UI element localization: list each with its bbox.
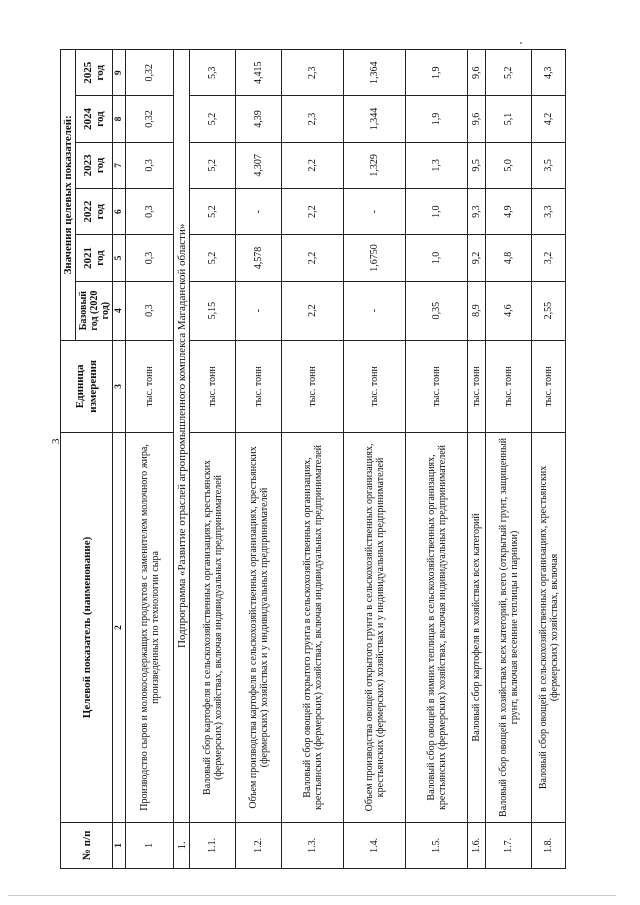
row-value: 4,8 [486,235,532,281]
column-number: 5 [113,235,126,281]
row-value: 5,2 [486,50,532,96]
header-num: № п/п [61,822,113,868]
row-value: 4,2 [532,96,566,142]
header-values: Значения целевых показателей: [61,50,76,341]
row-value: 1,344 [344,96,406,142]
row-unit: тыс. тонн [468,340,486,433]
row-unit: тыс. тонн [532,340,566,433]
row-value: 5,15 [190,281,236,340]
row-num: 1.1. [190,822,236,868]
row-value: 1,0 [406,235,468,281]
row-value: 5,2 [190,96,236,142]
row-unit: тыс. тонн [190,340,236,433]
row-value: 5,2 [190,189,236,235]
header-unit: Единица измерения [61,340,113,433]
row-num: 1.5. [406,822,468,868]
header-year-2023: 2023 год [76,142,113,188]
row-value: 4,9 [486,189,532,235]
row-value: 0,3 [126,281,174,340]
row-num: 1.6. [468,822,486,868]
row-value: 3,3 [532,189,566,235]
subprogram-title: Подпрограмма «Развитие отраслей агропромышленного комплекса Магаданской области» [174,50,190,823]
row-value: 2,3 [282,50,344,96]
row-value: 1,0 [406,189,468,235]
row-value: - [236,189,282,235]
row-value: 1,9 [406,50,468,96]
header-year-2024: 2024 год [76,96,113,142]
row-value: 0,32 [126,50,174,96]
row-value: 2,3 [282,96,344,142]
table-row [282,50,344,869]
row-name: Валовый сбор овощей в хозяйствах всех категорий, всего (открытый грунт, защищенный грунт, включая весенние теплицы и парники) [486,433,532,822]
row-unit: тыс. тонн [344,340,406,433]
row-value: 9,3 [468,189,486,235]
row-value: 8,9 [468,281,486,340]
row-unit: тыс. тонн [236,340,282,433]
table-row [236,50,282,869]
table-row [406,50,468,869]
row-value: 5,1 [486,96,532,142]
table-row [468,50,486,869]
row-value: 4,6 [486,281,532,340]
header-base-year: Базовый год (2020 год) [76,281,113,340]
scan-speck [520,42,522,44]
subprogram-num: 1. [174,822,190,868]
rotated-table-page [60,49,562,869]
row-num: 1.7. [486,822,532,868]
row-unit: тыс. тонн [486,340,532,433]
row-value: 4,39 [236,96,282,142]
row-value: 4,415 [236,50,282,96]
row-value: 9,5 [468,142,486,188]
page-number: 3 [50,438,62,444]
row-value: 3,5 [532,142,566,188]
row-unit: тыс. тонн [282,340,344,433]
row-value: 0,3 [126,189,174,235]
row-value: 5,3 [190,50,236,96]
column-number: 8 [113,96,126,142]
row-value: 1,329 [344,142,406,188]
row-value: 2,2 [282,189,344,235]
row-value: 2,2 [282,235,344,281]
row-value: 1,6750 [344,235,406,281]
row-value: 0,35 [406,281,468,340]
row-num: 1.2. [236,822,282,868]
row-num: 1.3. [282,822,344,868]
row-name: Валовый сбор картофеля в хозяйствах всех категорий [468,433,486,822]
row-value: 1,3 [406,142,468,188]
header-year-2021: 2021 год [76,235,113,281]
row-name: Валовый сбор овощей в зимних теплицах в сельскохозяйственных организациях, крестьянских (фермерских) хозяйствах, включая индивидуальных предпринимателей [406,433,468,822]
row-name: Производство сыров и молокосодержащих продуктов с заменителем молочного жира, произведенных по технологии сыра [126,433,174,822]
row-name: Объем производства картофеля в сельскохозяйственных организациях, крестьянских (фермерских) хозяйствах и у индивидуальных предпринимателей [236,433,282,822]
row-name: Объем производства овощей открытого грунта в сельскохозяйственных организациях, крестьянских (фермерских) хозяйствах и у индивидуальных предпринимателей [344,433,406,822]
row-value: 2,55 [532,281,566,340]
column-number: 7 [113,142,126,188]
row-value: - [344,281,406,340]
column-number: 2 [113,433,126,822]
row-value: 3,2 [532,235,566,281]
row-value: 4,3 [532,50,566,96]
row-name: Валовый сбор овощей в сельскохозяйственных организациях, крестьянских (фермерских) хозяйствах, включая [532,433,566,822]
row-value: 0,3 [126,235,174,281]
row-name: Валовый сбор овощей открытого грунта в сельскохозяйственных организациях, крестьянских (фермерских) хозяйствах, включая индивидуальных предпринимателей [282,433,344,822]
row-value: 2,2 [282,142,344,188]
table-row [190,50,236,869]
row-unit: тыс. тонн [406,340,468,433]
column-number: 9 [113,50,126,96]
scan-edge-line [8,895,616,896]
row-value: 0,32 [126,96,174,142]
column-number: 4 [113,281,126,340]
row-value: 0,3 [126,142,174,188]
row-value: 5,2 [190,235,236,281]
row-num: 1.4. [344,822,406,868]
row-value: - [236,281,282,340]
header-year-2025: 2025 год [76,50,113,96]
row-value: 1,9 [406,96,468,142]
row-value: 9,6 [468,96,486,142]
table-row [532,50,566,869]
header-name: Целевой показатель (наименование) [61,433,113,822]
row-value: 2,2 [282,281,344,340]
header-year-2022: 2022 год [76,189,113,235]
row-num: 1.8. [532,822,566,868]
subprogram-row [174,50,190,869]
row-value: 9,6 [468,50,486,96]
table-row [344,50,406,869]
row-num: 1 [126,822,174,868]
row-value: 4,307 [236,142,282,188]
row-value: 5,0 [486,142,532,188]
table-row [486,50,532,869]
column-number: 1 [113,822,126,868]
row-value: - [344,189,406,235]
column-number: 6 [113,189,126,235]
column-number: 3 [113,340,126,433]
row-unit: тыс. тонн [126,340,174,433]
target-indicators-table [60,49,566,869]
row-name: Валовый сбор картофеля в сельскохозяйственных организациях, крестьянских (фермерских) хозяйствах, включая индивидуальных предпринимателей [190,433,236,822]
row-value: 9,2 [468,235,486,281]
table-row [126,50,174,869]
row-value: 4,578 [236,235,282,281]
row-value: 5,2 [190,142,236,188]
row-value: 1,364 [344,50,406,96]
